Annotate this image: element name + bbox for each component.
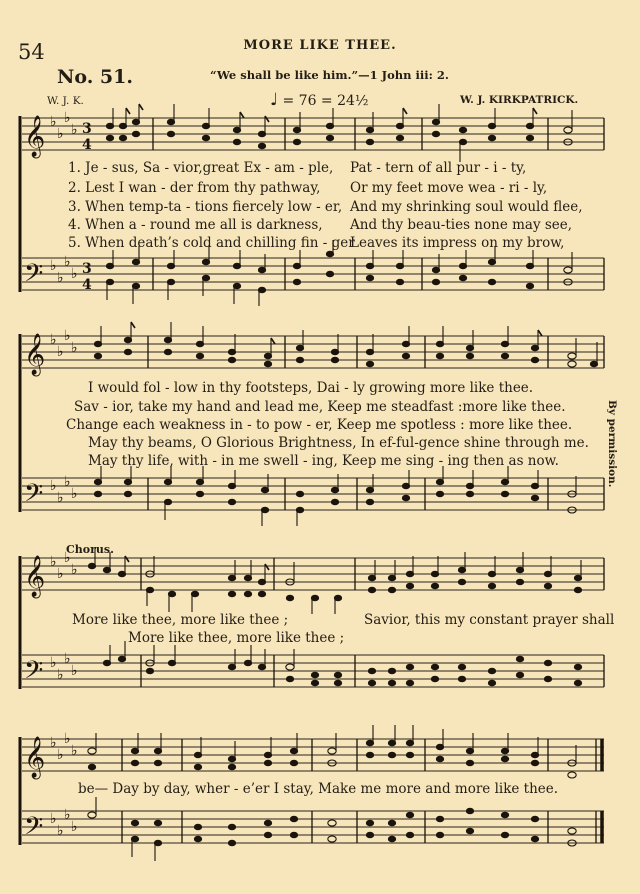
svg-text:♭: ♭ [64,651,71,667]
svg-text:♭: ♭ [71,266,78,282]
tempo-value: = 76 = 24½ [282,93,369,109]
svg-text:𝄢: 𝄢 [24,656,44,691]
svg-text:♭: ♭ [57,747,64,763]
verse-1-line-1-left: 1. Je - sus, Sa - vior,great Ex - am - ple, [68,160,334,176]
svg-text:♭: ♭ [71,122,78,138]
svg-text:♭: ♭ [57,823,64,839]
verse-2-line-1-left: 2. Lest I wan - der from thy pathway, [68,180,321,196]
hymn-title: MORE LIKE THEE. [243,38,397,53]
svg-text:♭: ♭ [64,474,71,490]
verse-5-line-2: May thy life, with - in me swell - ing, Keep me sing - ing then as now. [88,453,559,469]
verse-1-line-1-right: Pat - tern of all pur - i - ty, [350,160,527,176]
chorus-line-1-bass: More like thee, more like thee ; [128,630,345,646]
page-number: 54 [18,40,45,64]
svg-text:𝄢: 𝄢 [24,259,44,294]
svg-text:♭: ♭ [50,258,57,274]
svg-text:♭: ♭ [64,110,71,126]
svg-text:𝄞: 𝄞 [24,334,46,375]
svg-text:♭: ♭ [64,254,71,270]
svg-text:♭: ♭ [57,270,64,286]
svg-text:♭: ♭ [50,478,57,494]
svg-text:♭: ♭ [50,114,57,130]
verse-5-line-1-left: 5. When death’s cold and chilling fin - ger [68,235,355,251]
svg-text:♭: ♭ [50,655,57,671]
svg-text:♭: ♭ [71,562,78,578]
chorus-label: Chorus. [66,543,114,556]
svg-text:♭: ♭ [57,126,64,142]
svg-text:♭: ♭ [50,811,57,827]
verse-3-line-1-left: 3. When temp-ta - tions fiercely low - er, [68,199,343,215]
svg-text:♭: ♭ [50,735,57,751]
svg-text:♭: ♭ [64,731,71,747]
svg-text:♭: ♭ [57,344,64,360]
svg-text:♭: ♭ [50,554,57,570]
svg-text:𝄢: 𝄢 [24,812,44,847]
chorus-line-1-soprano-right: Savior, this my constant prayer shall [364,612,615,628]
composer-credit: W. J. KIRKPATRICK. [460,94,579,106]
svg-text:𝄞: 𝄞 [24,556,46,597]
svg-text:𝄢: 𝄢 [24,479,44,514]
author-credit: W. J. K. [47,95,84,107]
svg-text:♭: ♭ [64,807,71,823]
svg-text:♭: ♭ [57,490,64,506]
svg-text:♭: ♭ [71,340,78,356]
svg-text:4: 4 [82,277,92,293]
verse-4-line-2: May thy beams, O Glorious Brightness, In ef-ful-gence shine through me. [88,435,589,451]
chorus-line-1-soprano: More like thee, more like thee ; [72,612,289,628]
chorus-line-2: be— Day by day, wher - e’er I stay, Make me more and more like thee. [78,781,559,797]
svg-text:♭: ♭ [71,486,78,502]
hymn-number: No. 51. [57,66,133,88]
verse-2-line-2: Sav - ior, take my hand and lead me, Keep me steadfast :more like thee. [74,399,566,415]
svg-text:𝄞: 𝄞 [24,737,46,778]
verse-3-line-2: Change each weakness in - to pow - er, Keep me spotless : more like thee. [66,417,573,433]
svg-text:♭: ♭ [71,743,78,759]
verse-4-line-1-right: And thy beau-ties none may see, [350,217,573,233]
verse-2-line-1-right: Or my feet move wea - ri - ly, [350,180,548,196]
svg-text:♭: ♭ [50,332,57,348]
svg-text:♭: ♭ [57,566,64,582]
svg-text:3: 3 [82,121,92,137]
verse-4-line-1-left: 4. When a - round me all is darkness, [68,217,323,233]
verse-5-line-1-right: Leaves its impress on my brow, [350,235,565,251]
verse-3-line-1-right: And my shrinking soul would flee, [350,199,583,215]
svg-text:♭: ♭ [64,550,71,566]
svg-text:♭: ♭ [71,819,78,835]
svg-text:♭: ♭ [71,663,78,679]
svg-text:3: 3 [82,261,92,277]
scripture-epigraph: “We shall be like him.”—1 John iii: 2. [210,68,449,82]
svg-text:♭: ♭ [64,328,71,344]
svg-text:♭: ♭ [57,667,64,683]
verse-1-line-2: I would fol - low in thy footsteps, Dai - ly growing more like thee. [88,380,534,396]
permission-note: By permission. [606,400,618,488]
svg-text:𝄞: 𝄞 [24,116,46,157]
svg-text:4: 4 [82,137,92,153]
tempo-marking [270,90,369,110]
quarter-note-icon: ♩ [270,90,279,110]
